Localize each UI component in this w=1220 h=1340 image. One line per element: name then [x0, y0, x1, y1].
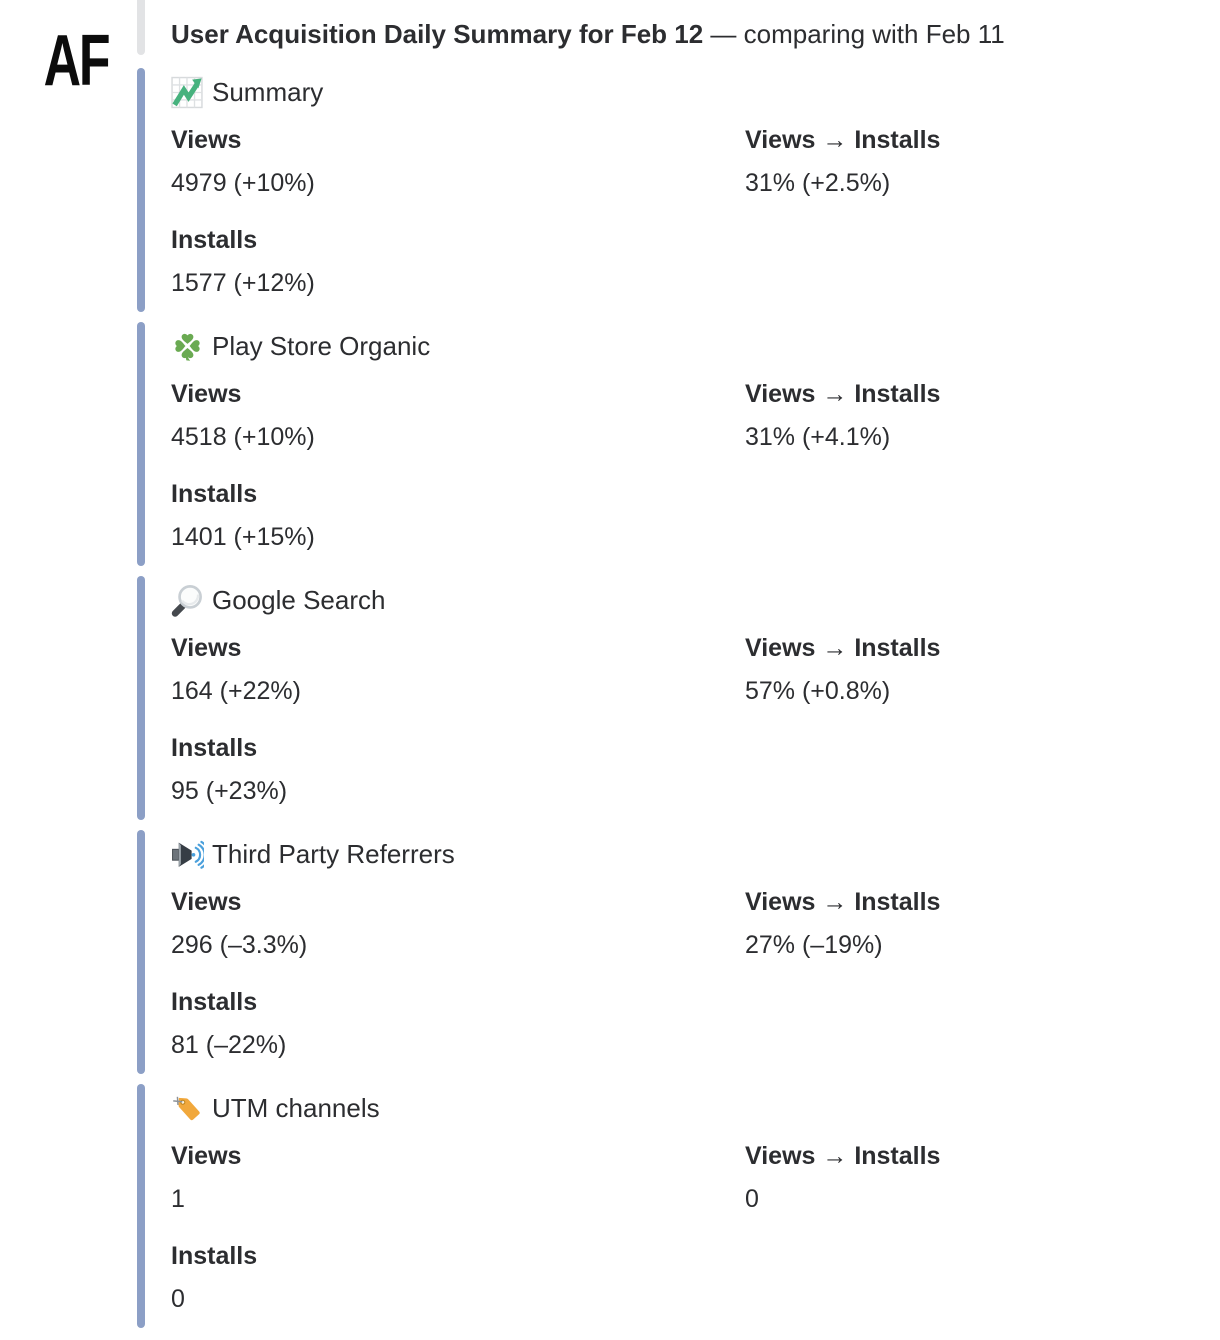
attachments-list — [137, 68, 1220, 1328]
attachment-google-search — [137, 576, 1220, 820]
field-title-views: Views — [171, 380, 242, 408]
field-value-views: 4518 (+10%) — [171, 423, 315, 451]
field-title-views-installs: Views → Installs — [745, 380, 941, 408]
field-value-installs: 0 — [171, 1285, 185, 1313]
field-value-views-installs: 31% (+2.5%) — [745, 169, 891, 197]
attachment-color-bar — [137, 322, 145, 566]
field-views — [171, 119, 745, 205]
field-title-installs: Installs — [171, 226, 258, 254]
field-views-installs — [745, 627, 1220, 713]
fields-grid — [171, 1135, 1220, 1321]
field-value-views-installs: 27% (–19%) — [745, 931, 883, 959]
field-value-views-installs: 57% (+0.8%) — [745, 677, 891, 705]
field-title-views: Views — [171, 888, 242, 916]
field-title-installs: Installs — [171, 734, 258, 762]
field-title-views: Views — [171, 1142, 242, 1170]
field-value-installs: 1577 (+12%) — [171, 269, 315, 297]
fields-grid — [171, 627, 1220, 813]
field-installs — [171, 473, 745, 559]
field-views — [171, 373, 745, 459]
field-value-views: 164 (+22%) — [171, 677, 301, 705]
field-views-installs — [745, 1135, 1220, 1221]
message-title-bold: User Acquisition Daily Summary for Feb 12 — [171, 19, 704, 49]
field-title-installs: Installs — [171, 480, 258, 508]
field-value-views: 1 — [171, 1185, 185, 1213]
fields-grid — [171, 881, 1220, 1067]
field-value-installs: 1401 (+15%) — [171, 523, 315, 551]
attachment-third-party-referrers — [137, 830, 1220, 1074]
field-title-installs: Installs — [171, 988, 258, 1016]
field-installs — [171, 219, 745, 305]
attachment-play-store-organic — [137, 322, 1220, 566]
avatar[interactable]: AF — [43, 21, 109, 101]
field-value-views-installs: 0 — [745, 1185, 759, 1213]
header-attachment-bar — [137, 0, 145, 55]
attachment-color-bar — [137, 1084, 145, 1328]
field-value-views: 4979 (+10%) — [171, 169, 315, 197]
field-views-installs — [745, 119, 1220, 205]
message-title — [137, 0, 1220, 52]
message-title-rest: — comparing with Feb 11 — [703, 19, 1005, 49]
section-title: UTM channels — [212, 1092, 380, 1123]
chart-increasing-icon — [171, 76, 204, 109]
field-views-installs — [745, 373, 1220, 459]
field-title-views-installs: Views → Installs — [745, 888, 941, 916]
section-title-row — [171, 327, 1220, 365]
section-title: Summary — [212, 76, 324, 107]
fields-grid — [171, 373, 1220, 559]
section-title-row — [171, 835, 1220, 873]
field-views — [171, 627, 745, 713]
attachment-summary — [137, 68, 1220, 312]
attachment-color-bar — [137, 830, 145, 1074]
field-value-installs: 95 (+23%) — [171, 777, 288, 805]
section-title: Third Party Referrers — [212, 838, 455, 869]
field-title-views-installs: Views → Installs — [745, 634, 941, 662]
label-tag-icon — [171, 1092, 204, 1125]
attachment-color-bar — [137, 576, 145, 820]
section-title-row — [171, 581, 1220, 619]
field-installs — [171, 1235, 745, 1321]
attachment-color-bar — [137, 68, 145, 312]
field-views-installs — [745, 881, 1220, 967]
field-views — [171, 881, 745, 967]
field-installs — [171, 981, 745, 1067]
magnifying-glass-icon — [171, 584, 204, 617]
speaker-sound-icon — [171, 838, 204, 871]
field-title-installs: Installs — [171, 1242, 258, 1270]
field-title-views: Views — [171, 126, 242, 154]
field-value-installs: 81 (–22%) — [171, 1031, 287, 1059]
field-value-views-installs: 31% (+4.1%) — [745, 423, 891, 451]
section-title-row — [171, 1089, 1220, 1127]
section-title: Play Store Organic — [212, 330, 431, 361]
fields-grid — [171, 119, 1220, 305]
field-installs — [171, 727, 745, 813]
section-title-row — [171, 73, 1220, 111]
field-views — [171, 1135, 745, 1221]
field-title-views-installs: Views → Installs — [745, 1142, 941, 1170]
field-title-views: Views — [171, 634, 242, 662]
field-title-views-installs: Views → Installs — [745, 126, 941, 154]
four-leaf-clover-icon — [171, 330, 204, 363]
field-value-views: 296 (–3.3%) — [171, 931, 308, 959]
attachment-utm-channels — [137, 1084, 1220, 1328]
section-title: Google Search — [212, 584, 386, 615]
